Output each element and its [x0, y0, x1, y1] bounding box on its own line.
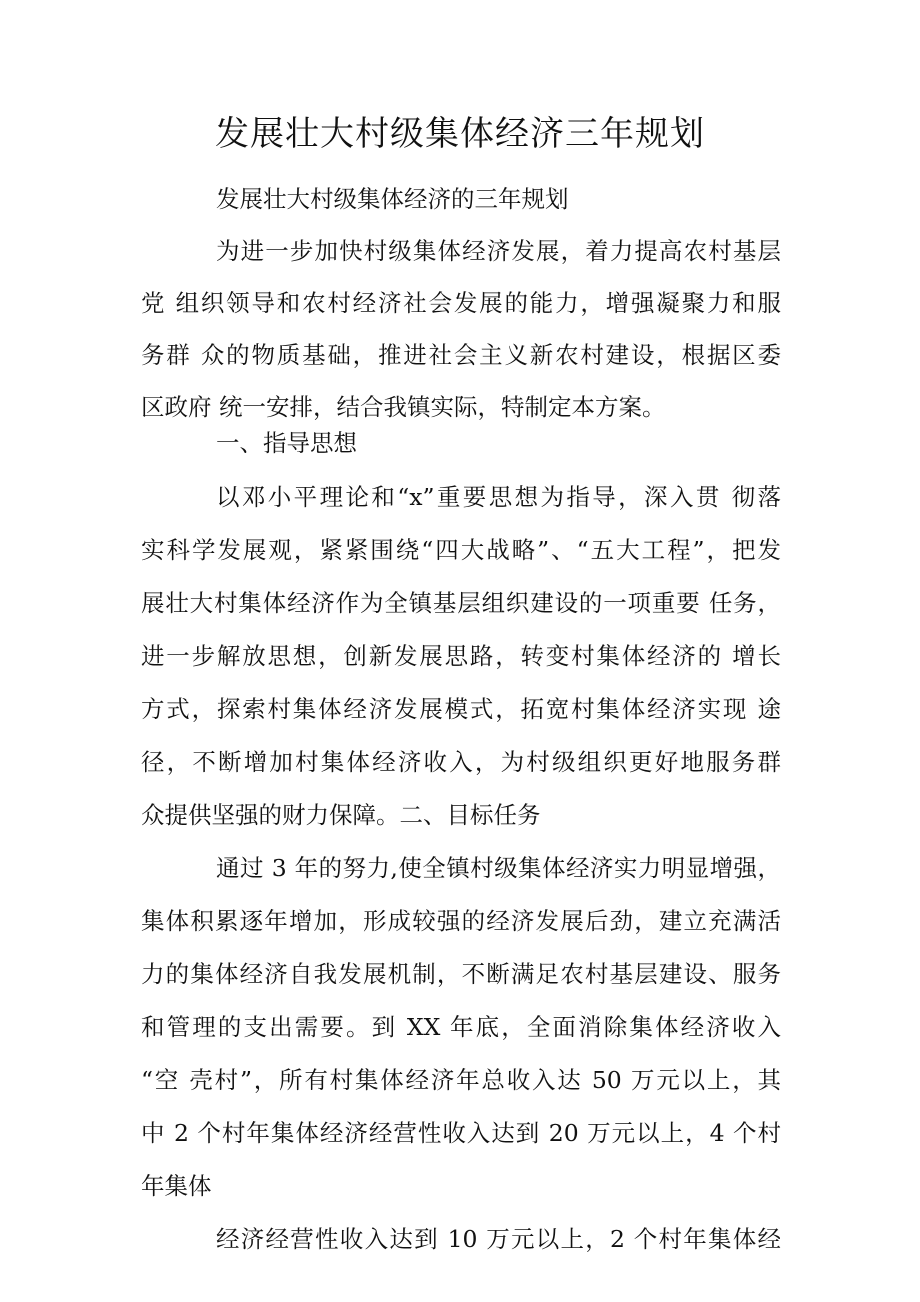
body-line: 以邓小平理论和“x”重要思想为指导，深入贯 彻落: [216, 483, 781, 511]
section-heading: 一、指导思想: [216, 429, 357, 457]
body-line: 区政府 统一安排，结合我镇实际，特制定本方案。: [141, 393, 666, 421]
body-line: 进一步解放思想，创新发展思路，转变村集体经济的 增长: [141, 642, 781, 670]
subtitle-line: 发展壮大村级集体经济的三年规划: [216, 185, 569, 213]
body-line: 党 组织领导和农村经济社会发展的能力，增强凝聚力和服: [141, 289, 781, 317]
body-line: 通过 3 年的努力,使全镇村级集体经济实力明显增强，: [216, 854, 781, 882]
body-line: 年集体: [141, 1172, 212, 1200]
body-line: 务群 众的物质基础，推进社会主义新农村建设，根据区委: [141, 341, 781, 369]
body-line: 和管理的支出需要。到 XX 年底，全面消除集体经济收入: [141, 1013, 781, 1041]
body-line: 集体积累逐年增加，形成较强的经济发展后劲，建立充满活: [141, 907, 781, 935]
body-line: 实科学发展观，紧紧围绕“四大战略”、“五大工程”，把发: [141, 536, 781, 564]
body-line: 展壮大村集体经济作为全镇基层组织建设的一项重要 任务，: [141, 589, 781, 617]
body-line: 为进一步加快村级集体经济发展，着力提高农村基层: [216, 237, 781, 265]
body-line: 众提供坚强的财力保障。二、目标任务: [141, 801, 541, 829]
body-line: 径，不断增加村集体经济收入，为村级组织更好地服务群: [141, 748, 781, 776]
body-line: 力的集体经济自我发展机制，不断满足农村基层建设、服务: [141, 960, 781, 988]
body-line: “空 壳村”，所有村集体经济年总收入达 50 万元以上，其: [141, 1066, 781, 1094]
document-title: 发展壮大村级集体经济三年规划: [215, 114, 705, 154]
body-line: 方式，探索村集体经济发展模式，拓宽村集体经济实现 途: [141, 695, 781, 723]
body-line: 中 2 个村年集体经济经营性收入达到 20 万元以上，4 个村: [141, 1119, 781, 1147]
body-line: 经济经营性收入达到 10 万元以上，2 个村年集体经: [216, 1225, 781, 1253]
